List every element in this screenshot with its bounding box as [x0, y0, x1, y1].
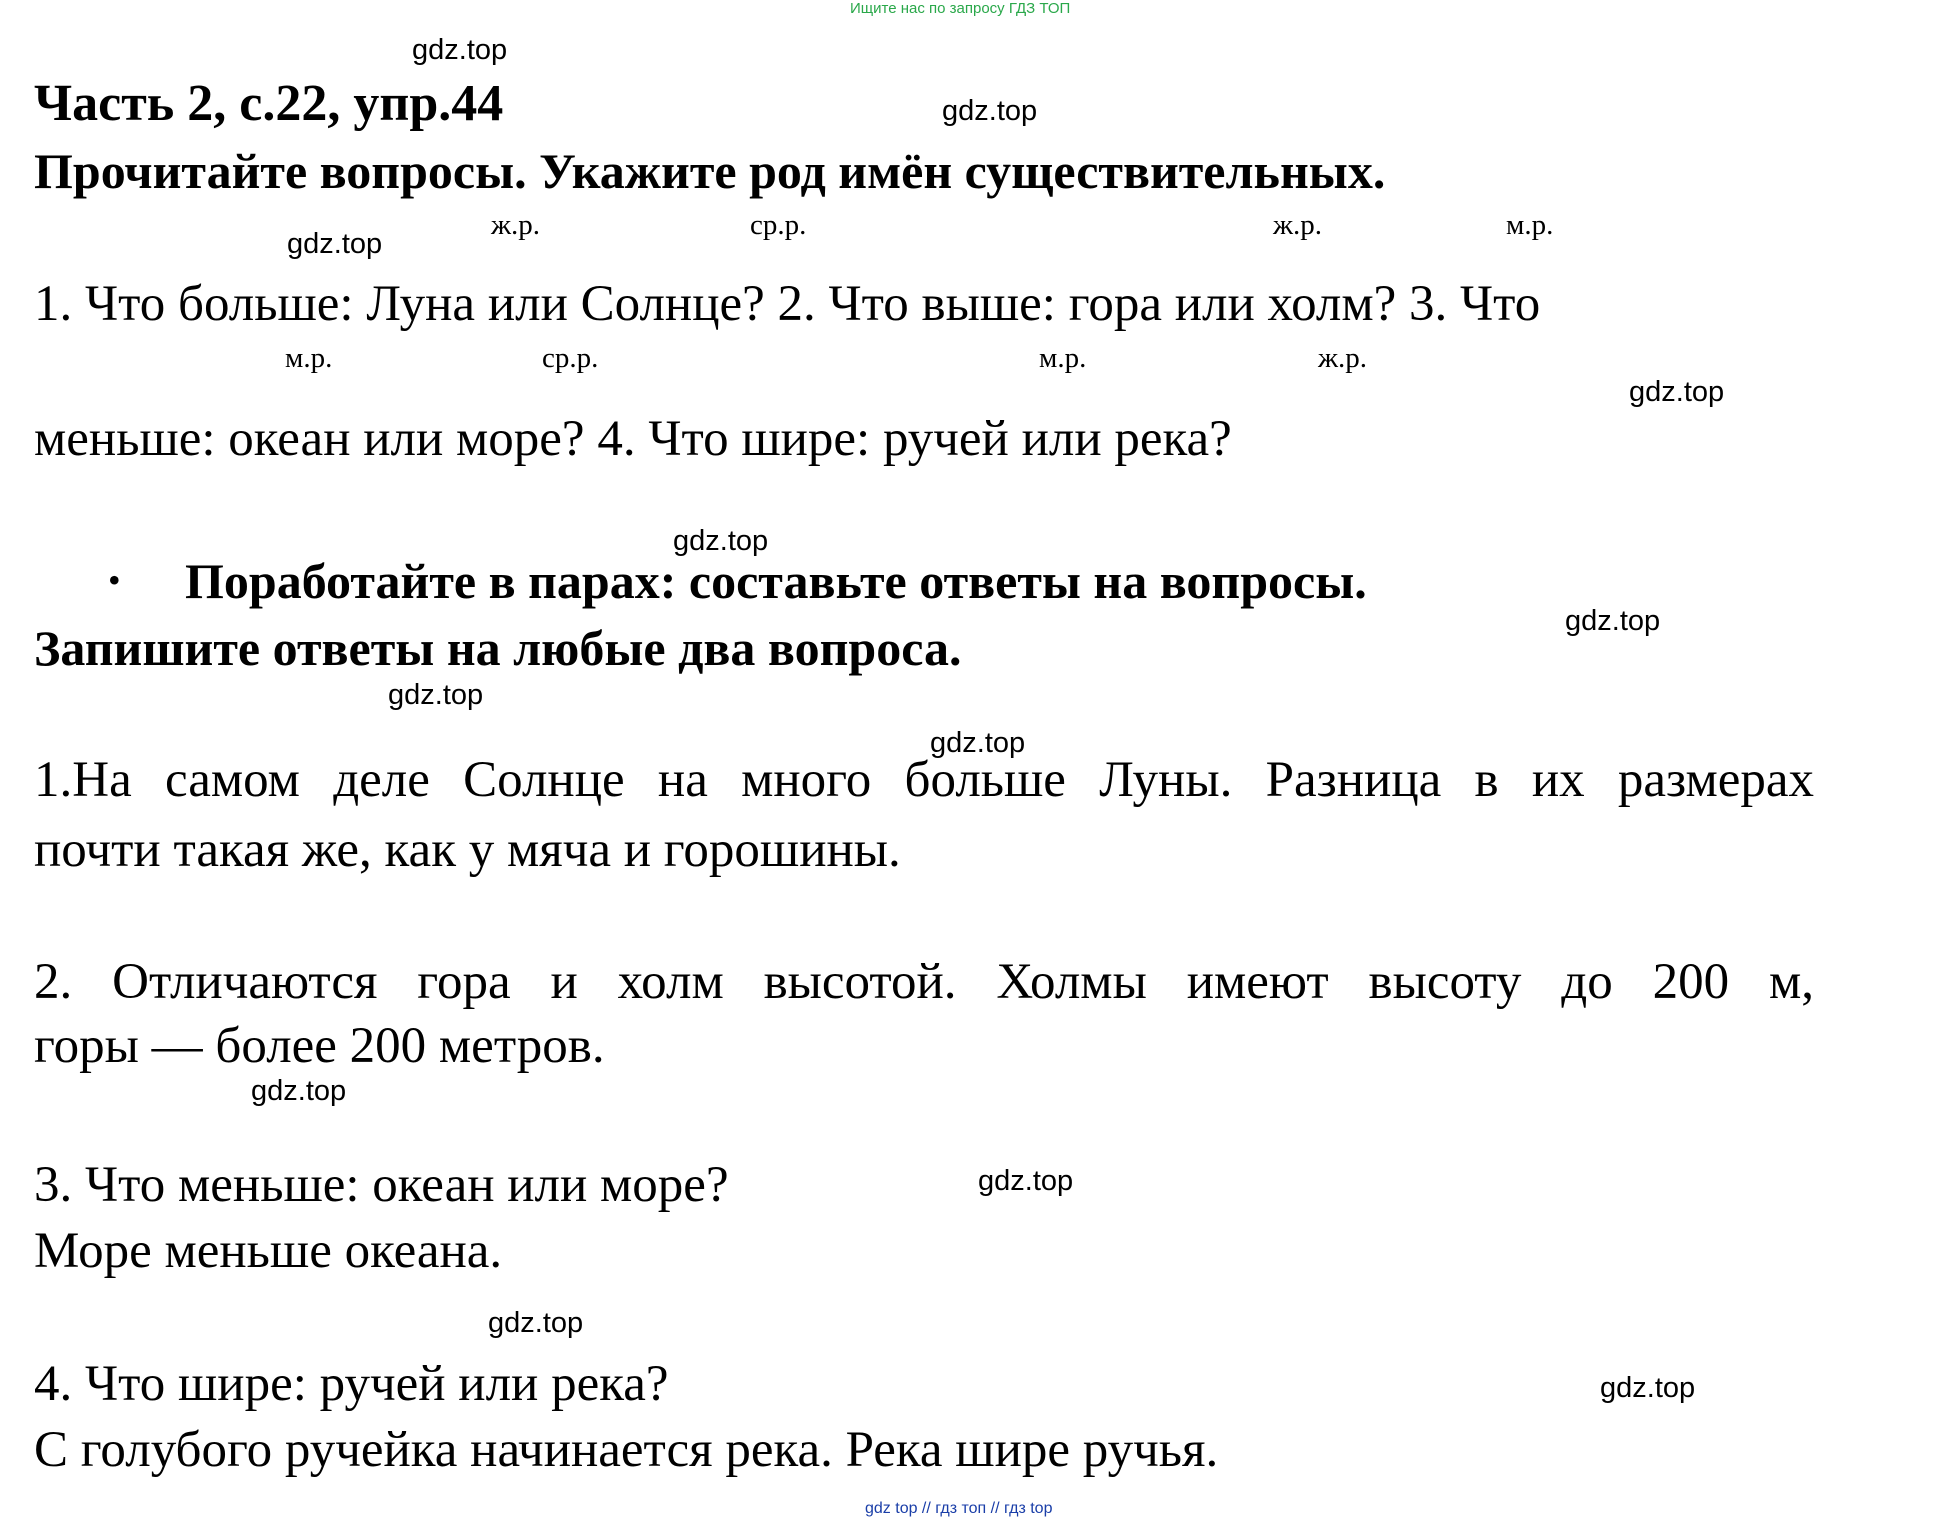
- answer-line: 4. Что шире: ручей или река?: [34, 1356, 669, 1412]
- watermark: gdz.top: [930, 727, 1026, 759]
- task-instruction: Запишите ответы на любые два вопроса.: [34, 620, 962, 676]
- watermark: gdz.top: [1629, 376, 1725, 408]
- watermark: gdz.top: [673, 525, 769, 557]
- answer-line: почти такая же, как у мяча и горошины.: [34, 822, 901, 878]
- answer-line: Море меньше океана.: [34, 1223, 503, 1279]
- watermark: gdz.top: [978, 1165, 1074, 1197]
- task-instruction: Прочитайте вопросы. Укажите род имён существительных.: [34, 143, 1386, 199]
- watermark: gdz.top: [388, 679, 484, 711]
- answer-line: 1.На самом деле Солнце на много больше Луны. Разница в их размерах: [34, 752, 1814, 808]
- gender-label: ж.р.: [1318, 342, 1368, 374]
- gender-label: ср.р.: [542, 342, 599, 374]
- watermark: gdz.top: [942, 95, 1038, 127]
- watermark: gdz.top: [412, 34, 508, 66]
- watermark: gdz.top: [287, 228, 383, 260]
- questions-line: 1. Что больше: Луна или Солнце? 2. Что выше: гора или холм? 3. Что: [34, 276, 1541, 332]
- page-title: Часть 2, с.22, упр.44: [34, 75, 504, 132]
- questions-line: меньше: океан или море? 4. Что шире: ручей или река?: [34, 411, 1232, 467]
- top-banner: Ищите нас по запросу ГДЗ ТОП: [850, 0, 1071, 17]
- answer-line: С голубого ручейка начинается река. Река шире ручья.: [34, 1422, 1219, 1478]
- task-instruction: Поработайте в парах: составьте ответы на вопросы.: [185, 553, 1367, 609]
- gender-label: ср.р.: [750, 209, 807, 241]
- gender-label: ж.р.: [1273, 209, 1323, 241]
- gender-label: м.р.: [1039, 342, 1087, 374]
- watermark: gdz.top: [251, 1075, 347, 1107]
- gender-label: м.р.: [285, 342, 333, 374]
- watermark: gdz.top: [1600, 1372, 1696, 1404]
- watermark: gdz.top: [488, 1307, 584, 1339]
- answer-line: горы — более 200 метров.: [34, 1018, 605, 1074]
- watermark: gdz.top: [1565, 605, 1661, 637]
- bullet-icon: •: [108, 560, 121, 600]
- footer-watermark: gdz top // гдз топ // гдз top: [865, 1500, 1053, 1517]
- gender-label: м.р.: [1506, 209, 1554, 241]
- answer-line: 2. Отличаются гора и холм высотой. Холмы имеют высоту до 200 м,: [34, 954, 1814, 1010]
- answer-line: 3. Что меньше: океан или море?: [34, 1157, 729, 1213]
- gender-label: ж.р.: [491, 209, 541, 241]
